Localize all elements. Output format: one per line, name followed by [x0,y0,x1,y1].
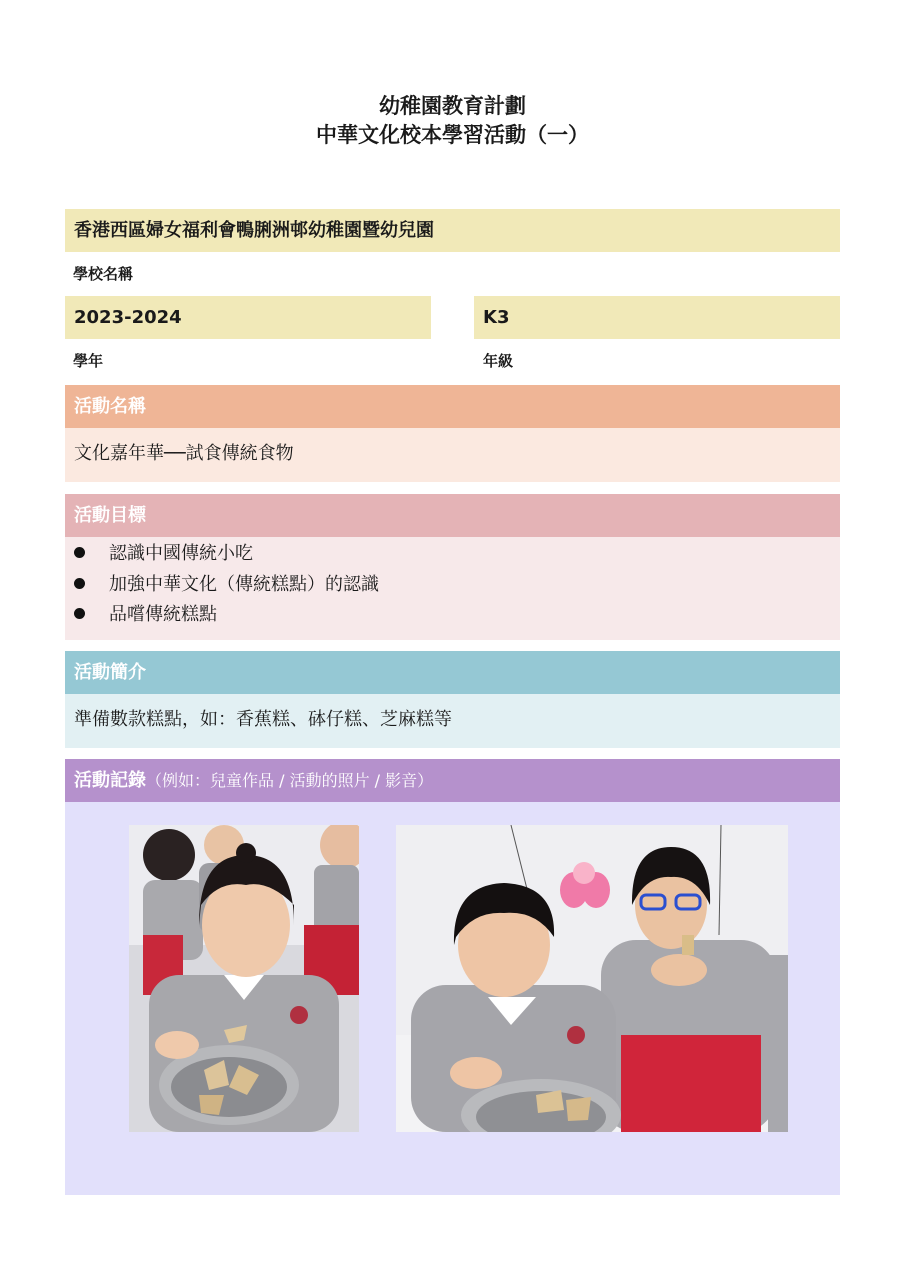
list-item: 品嚐傳統糕點 [74,600,217,630]
intro-heading: 活動簡介 [65,651,840,694]
grade-caption: 年級 [483,352,514,370]
activity-name-heading: 活動名稱 [65,385,840,428]
page-title: 幼稚園教育計劃 [379,94,526,118]
activity-photo-1 [129,825,359,1132]
activity-name-text: 文化嘉年華──試食傳統食物 [65,428,840,482]
record-body [65,802,840,1195]
school-name-caption: 學校名稱 [73,265,134,283]
bullet-icon [74,608,85,619]
record-heading-note: （例如：兒童作品 / 活動的照片 / 影音） [146,771,434,790]
bullet-icon [74,578,85,589]
school-year-caption: 學年 [73,352,104,370]
school-year-field: 2023-2024 [65,296,431,339]
grade-field: K3 [474,296,840,339]
record-heading-label: 活動記錄 [74,770,146,791]
list-item: 加強中華文化（傳統糕點）的認識 [74,570,379,600]
objectives-list [65,537,840,640]
list-item: 認識中國傳統小吃 [74,539,253,569]
activity-photo-2 [396,825,788,1132]
bullet-icon [74,547,85,558]
record-heading [65,759,840,802]
intro-text: 準備數款糕點，如：香蕉糕、砵仔糕、芝麻糕等 [65,694,840,748]
page-subtitle: 中華文化校本學習活動（一） [316,123,589,147]
objectives-heading: 活動目標 [65,494,840,537]
school-name-field: 香港西區婦女福利會鴨脷洲邨幼稚園暨幼兒園 [65,209,840,252]
